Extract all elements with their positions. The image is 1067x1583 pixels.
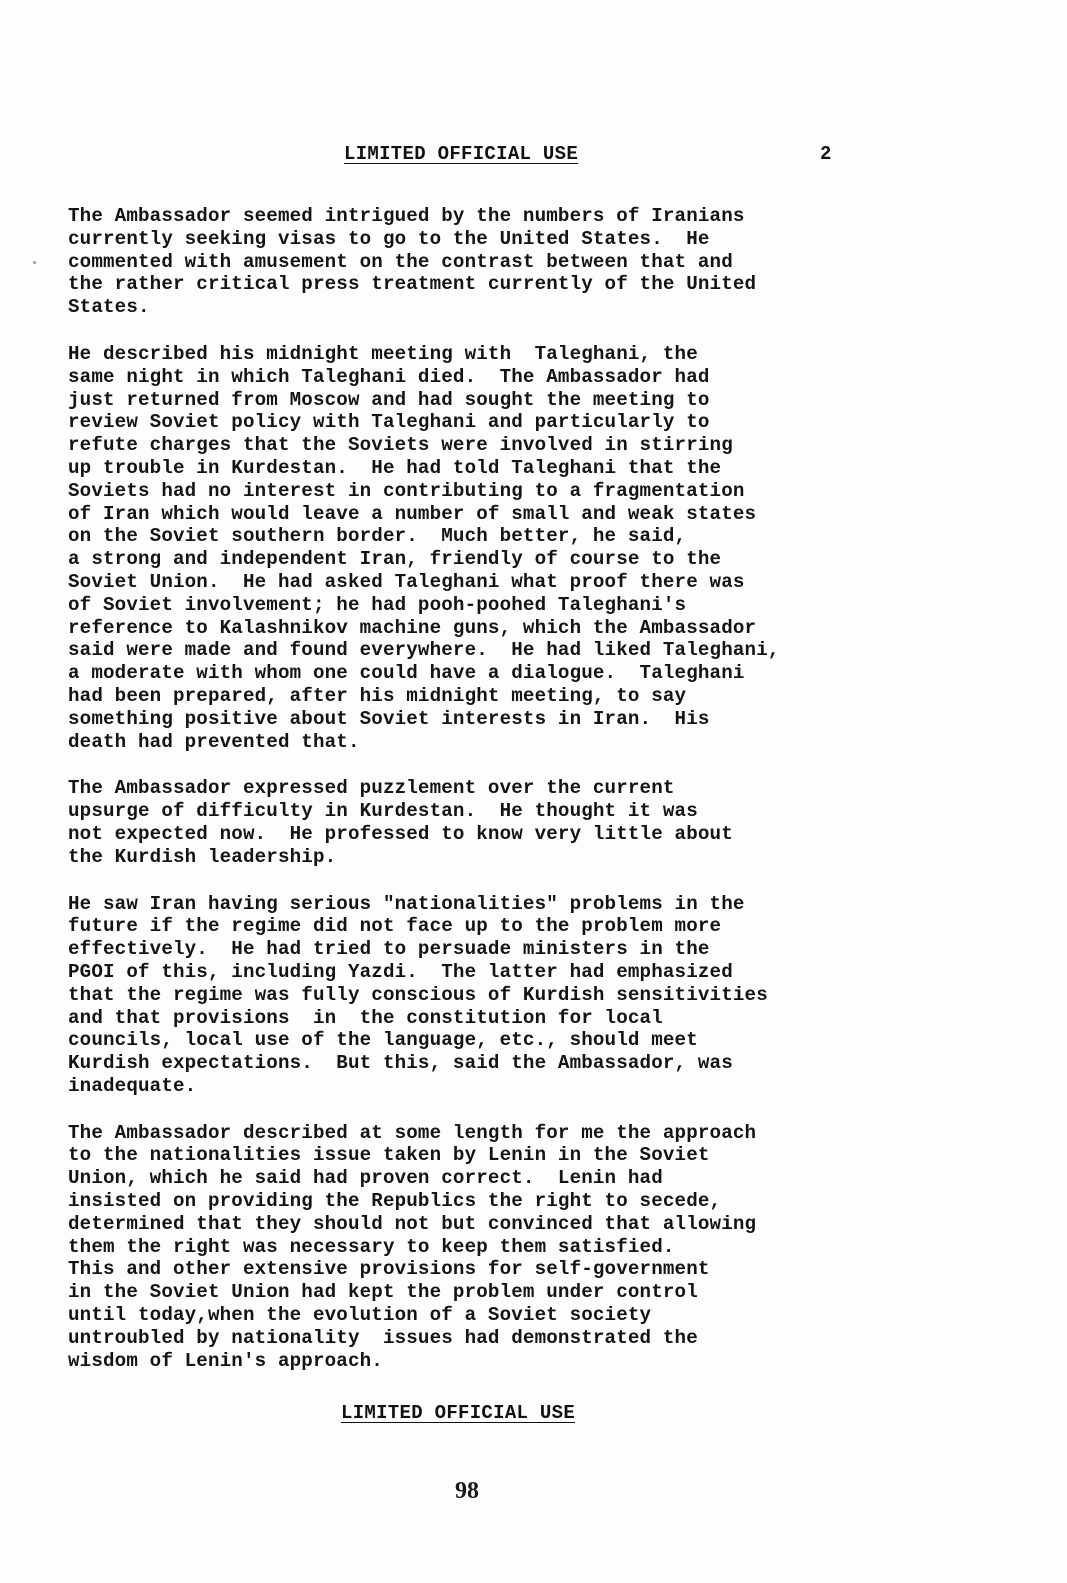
footer-classification-marking: LIMITED OFFICIAL USE (341, 1402, 576, 1424)
paragraph-kurdestan: The Ambassador expressed puzzlement over the current upsurge of difficulty in Kurdestan. He thought it was not expected now. He professed to know very little about the Kurdish leadership. (68, 777, 733, 868)
page-header (0, 140, 1067, 170)
header-page-number: 2 (820, 143, 832, 165)
archive-page-number: 98 (455, 1478, 479, 1504)
memo-body (68, 205, 898, 1396)
page-footer (0, 1400, 1067, 1430)
margin-speck (33, 261, 36, 264)
paragraph-taleghani-meeting: He described his midnight meeting with Taleghani, the same night in which Taleghani died. The Ambassador had just returned from Moscow and had sought the meeting to review Soviet policy with Taleghani and particularly to refute charges that the Soviets were involved in stirring up trouble in Kurdestan. He had told Taleghani that the Soviets had no interest in contributing to a fragmentation of Iran which would leave a number of small and weak states on the Soviet southern border. Much better, he said, a strong and independent Iran, friendly of course to the Soviet Union. He had asked Taleghani what proof there was of Soviet involvement; he had pooh-poohed Taleghani's reference to Kalashnikov machine guns, which the Ambassador said were made and found everywhere. He had liked Taleghani, a moderate with whom one could have a dialogue. Taleghani had been prepared, after his midnight meeting, to say something positive about Soviet interests in Iran. His death had prevented that. (68, 342, 780, 753)
paragraph-visas: The Ambassador seemed intrigued by the numbers of Iranians currently seeking visas to go to the United States. He commented with amusement on the contrast between that and the rather critical press treatment currently of the United States. (68, 205, 757, 319)
paragraph-lenin-approach: The Ambassador described at some length for me the approach to the nationalities issue taken by Lenin in the Soviet Union, which he said had proven correct. Lenin had insisted on providing the Republics the right to secede, determined that they should not but convinced that allowing them the right was necessary to keep them satisfied. This and other extensive provisions for self-government in the Soviet Union had kept the problem under control until today,when the evolution of a Soviet society untroubled by nationality issues had demonstrated the wisdom of Lenin's approach. (68, 1121, 757, 1372)
paragraph-nationalities: He saw Iran having serious "nationalities" problems in the future if the regime did not face up to the problem more effectively. He had tried to persuade ministers in the PGOI of this, including Yazdi. The latter had emphasized that the regime was fully conscious of Kurdish sensitivities and that provisions in the constitution for local councils, local use of the language, etc., should meet Kurdish expectations. But this, said the Ambassador, was inadequate. (68, 892, 768, 1097)
header-classification-marking: LIMITED OFFICIAL USE (344, 143, 579, 165)
